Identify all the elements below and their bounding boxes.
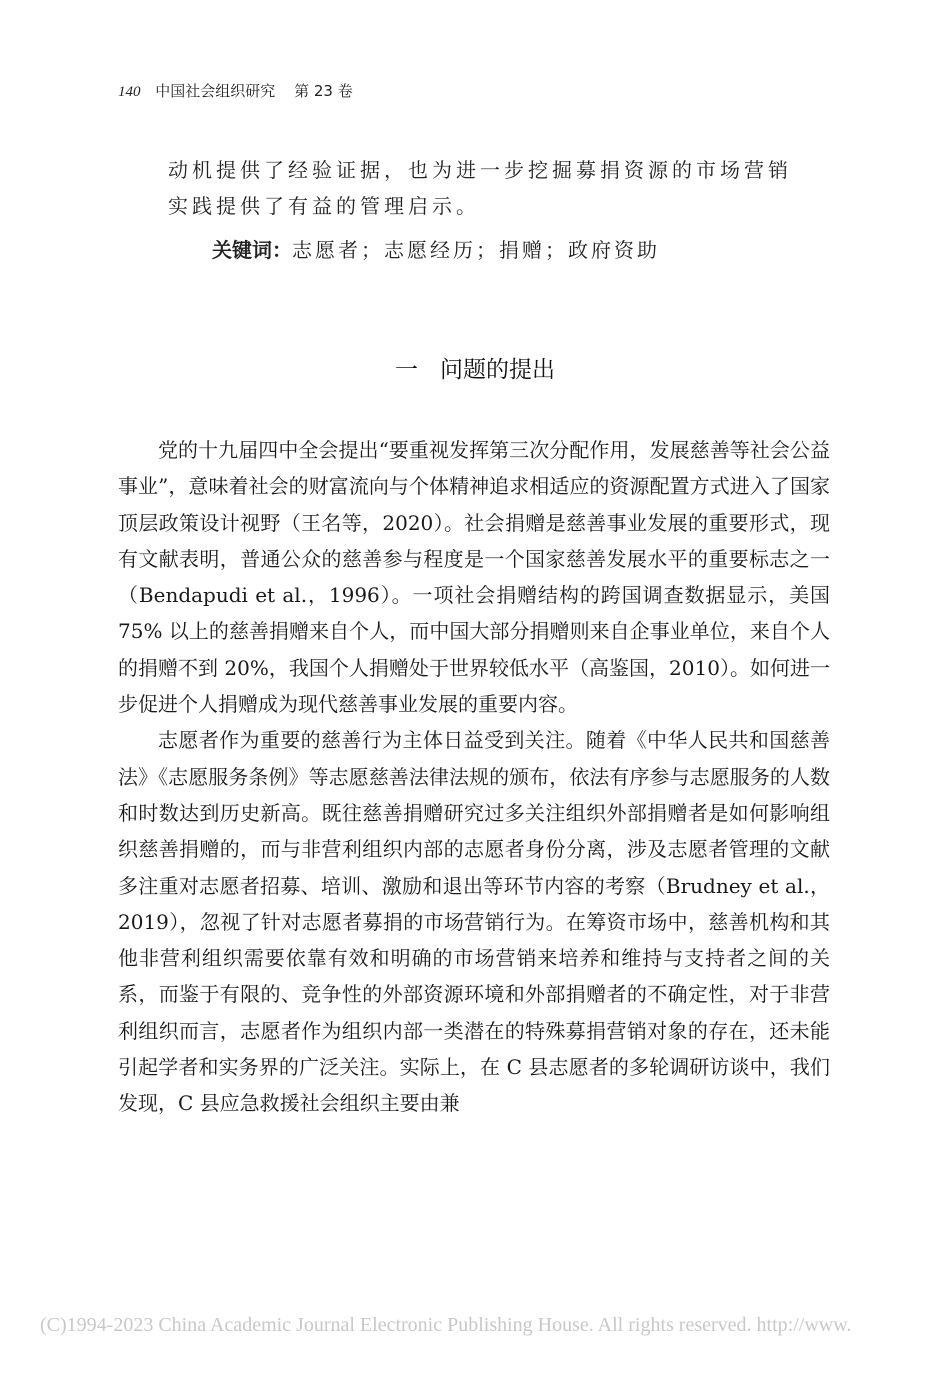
abstract-line: 动机提供了经验证据，也为进一步挖掘募捐资源的市场营销 bbox=[168, 158, 792, 182]
section-title: 问题的提出 bbox=[440, 357, 555, 383]
running-header bbox=[118, 80, 353, 101]
keywords-label: 关键词： bbox=[212, 238, 292, 262]
body-text bbox=[118, 432, 830, 1122]
journal-name: 中国社会组织研究 bbox=[155, 82, 276, 100]
paragraph: 志愿者作为重要的慈善行为主体日益受到关注。随着《中华人民共和国慈善法》《志愿服务条例》等志愿慈善法律法规的颁布，依法有序参与志愿服务的人数和时数达到历史新高。既往慈善捐赠研究过多关注组织外部捐赠者是如何影响组织慈善捐赠的，而与非营利组织内部的志愿者身份分离，涉及志愿者管理的文献多注重对志愿者招募、培训、激励和退出等环节内容的考察（Brudney et al.，2019），忽视了针对志愿者募捐的市场营销行为。在筹资市场中，慈善机构和其他非营利组织需要依靠有效和明确的市场营销来培养和维持与支持者之间的关系，而鉴于有限的、竞争性的外部资源环境和外部捐赠者的不确定性，对于非营利组织而言，志愿者作为组织内部一类潜在的特殊募捐营销对象的存在，还未能引起学者和实务界的广泛关注。实际上，在 C 县志愿者的多轮调研访谈中，我们发现，C 县应急救援社会组织主要由兼 bbox=[118, 728, 830, 1116]
volume-label: 第 23 卷 bbox=[294, 82, 353, 100]
keywords-value: 志愿者；志愿经历；捐赠；政府资助 bbox=[292, 238, 660, 262]
abstract-line: 实践提供了有益的管理启示。 bbox=[168, 194, 480, 218]
abstract-tail bbox=[168, 152, 808, 224]
section-number: 一 bbox=[395, 357, 418, 383]
page-number: 140 bbox=[118, 84, 141, 100]
keywords bbox=[212, 232, 660, 268]
section-heading bbox=[0, 350, 950, 390]
paragraph: 党的十九届四中全会提出“要重视发挥第三次分配作用，发展慈善等社会公益事业”，意味着社会的财富流向与个体精神追求相适应的资源配置方式进入了国家顶层政策设计视野（王名等，2020）。社会捐赠是慈善事业发展的重要形式，现有文献表明，普通公众的慈善参与程度是一个国家慈善发展水平的重要标志之一（Bendapudi et al.，1996）。一项社会捐赠结构的跨国调查数据显示，美国 75% 以上的慈善捐赠来自个人，而中国大部分捐赠则来自企事业单位，来自个人的捐赠不到 20%，我国个人捐赠处于世界较低水平（高鉴国，2010）。如何进一步促进个人捐赠成为现代慈善事业发展的重要内容。 bbox=[118, 438, 830, 717]
copyright-watermark: (C)1994-2023 China Academic Journal Electronic Publishing House. All rights reserved. http://www. bbox=[40, 1314, 852, 1336]
